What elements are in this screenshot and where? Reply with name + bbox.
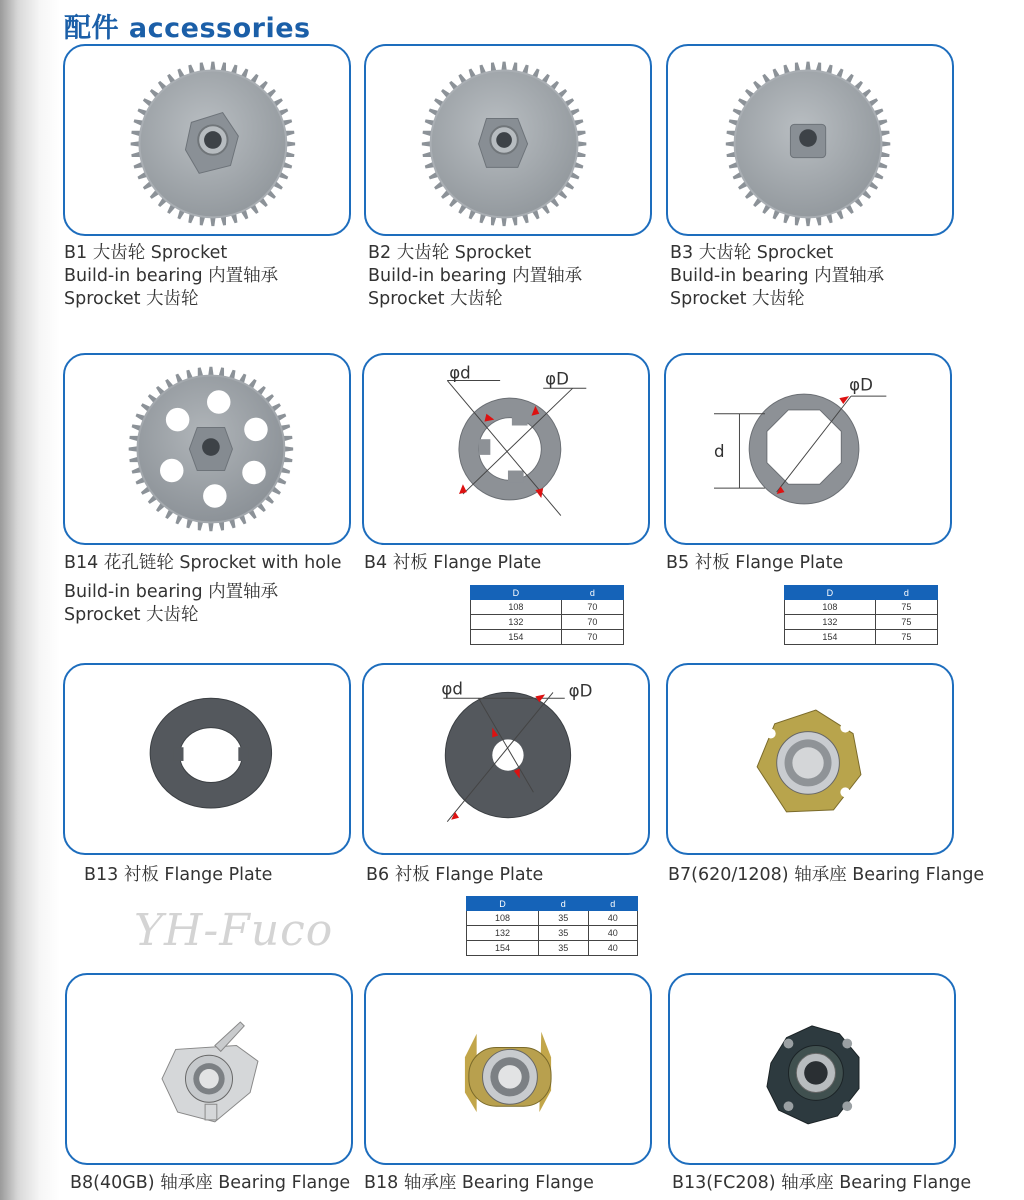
caption-b4: B4 衬板 Flange Plate xyxy=(364,553,542,573)
flange-plate-diagram xyxy=(364,665,648,853)
sprocket-image xyxy=(668,46,952,234)
caption-b8: B8(40GB) 轴承座 Bearing Flange xyxy=(70,1173,351,1193)
caption-b7: B7(620/1208) 轴承座 Bearing Flange xyxy=(668,865,985,885)
product-card-b18[interactable] xyxy=(364,973,652,1165)
sprocket-with-holes-image xyxy=(65,355,349,543)
flange-plate-diagram xyxy=(364,355,648,543)
product-card-b14[interactable] xyxy=(63,353,351,545)
phi-D-label: φD xyxy=(568,681,593,701)
product-card-b4[interactable] xyxy=(362,353,650,545)
d-label: d xyxy=(714,441,725,461)
product-card-b7[interactable] xyxy=(666,663,954,855)
bearing-flange-image xyxy=(67,975,351,1163)
dimension-table-b5: D d 108 75 132 75 154 75 xyxy=(784,585,938,645)
product-card-b5[interactable] xyxy=(664,353,952,545)
caption-b6: B6 衬板 Flange Plate xyxy=(366,865,544,885)
caption-b13: B13 衬板 Flange Plate xyxy=(84,865,273,885)
phi-D-label: φD xyxy=(545,369,569,389)
bearing-flange-image xyxy=(668,665,952,853)
caption-b13-fc208: B13(FC208) 轴承座 Bearing Flange xyxy=(672,1173,972,1193)
caption-b3: B3 大齿轮 Sprocket Build-in bearing 内置轴承 Sprocket 大齿轮 xyxy=(670,243,885,309)
sprocket-image xyxy=(65,46,349,234)
dimension-table-b6: D d d 108 35 40 132 35 40 154 35 40 xyxy=(466,896,638,956)
flange-plate-diagram xyxy=(666,355,950,543)
caption-b18: B18 轴承座 Bearing Flange xyxy=(364,1173,594,1193)
bearing-flange-image xyxy=(670,975,954,1163)
bearing-flange-image xyxy=(366,975,650,1163)
product-card-b8[interactable] xyxy=(65,973,353,1165)
caption-b14: B14 花孔链轮 Sprocket with hole Build-in bearing 内置轴承 Sprocket 大齿轮 xyxy=(64,553,342,625)
sprocket-image xyxy=(366,46,650,234)
phi-d-label: φd xyxy=(441,679,463,699)
product-card-b13[interactable] xyxy=(63,663,351,855)
phi-d-label: φd xyxy=(449,363,471,383)
product-card-b6[interactable] xyxy=(362,663,650,855)
caption-b1: B1 大齿轮 Sprocket Build-in bearing 内置轴承 Sprocket 大齿轮 xyxy=(64,243,279,309)
product-card-b2[interactable] xyxy=(364,44,652,236)
product-card-b13-fc208[interactable] xyxy=(668,973,956,1165)
phi-D-label: φD xyxy=(849,375,873,395)
product-card-b1[interactable] xyxy=(63,44,351,236)
dimension-table-b4: D d 108 70 132 70 154 70 xyxy=(470,585,624,645)
flange-plate-image xyxy=(65,665,349,853)
page-title: 配件 accessories xyxy=(64,13,311,44)
watermark: YH-Fuco xyxy=(134,905,334,956)
caption-b2: B2 大齿轮 Sprocket Build-in bearing 内置轴承 Sprocket 大齿轮 xyxy=(368,243,583,309)
product-card-b3[interactable] xyxy=(666,44,954,236)
caption-b5: B5 衬板 Flange Plate xyxy=(666,553,844,573)
